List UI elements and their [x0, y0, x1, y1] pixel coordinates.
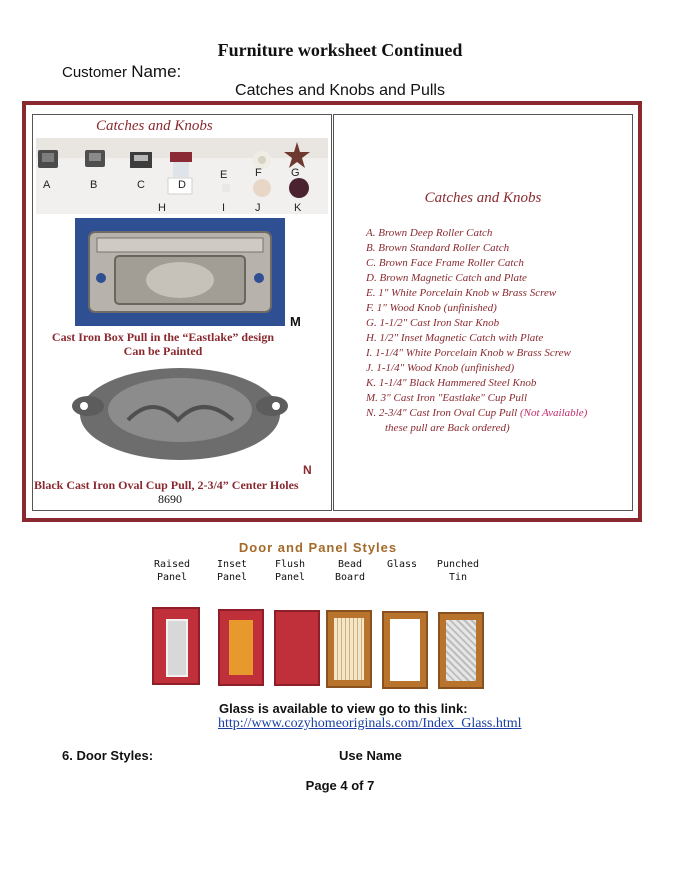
list-item-n-text: N. 2-3/4" Cast Iron Oval Cup Pull — [366, 407, 518, 419]
hardware-letter-c: C — [137, 179, 145, 191]
glass-note: Glass is available to view go to this link: — [219, 701, 468, 716]
list-item: D. Brown Magnetic Catch and Plate — [366, 272, 527, 284]
inset-panel-swatch — [218, 609, 264, 686]
door-label-line: Panel — [216, 572, 248, 583]
list-item: F. 1" Wood Knob (unfinished) — [366, 302, 497, 314]
hardware-letter-f: F — [255, 167, 262, 179]
list-item: A. Brown Deep Roller Catch — [366, 227, 493, 239]
list-item: K. 1-1/4" Black Hammered Steel Knob — [366, 377, 537, 389]
list-panel-heading: Catches and Knobs — [424, 190, 542, 206]
door-label-line: Bead — [337, 559, 363, 570]
list-item — [366, 406, 587, 421]
catches-knobs-list — [366, 226, 587, 436]
customer-name-label: Name: — [131, 62, 182, 81]
door-label-line: Glass — [386, 559, 418, 570]
page-title: Furniture worksheet Continued — [217, 40, 463, 60]
customer-name-field — [62, 62, 181, 82]
door-label-line: Inset — [216, 559, 248, 570]
hardware-letter-j: J — [255, 202, 261, 214]
eastlake-caption-line-2: Can be Painted — [123, 344, 203, 358]
list-item: I. 1-1/4" White Porcelain Knob w Brass Screw — [366, 347, 571, 359]
not-available-note: (Not Available) — [519, 407, 588, 419]
eastlake-caption-line-1: Cast Iron Box Pull in the “Eastlake” design — [51, 330, 275, 344]
inset-panel-center — [229, 620, 253, 675]
door-label-glass — [372, 558, 432, 571]
door-label-line: Panel — [156, 572, 188, 583]
backorder-note: these pull are Back ordered) — [385, 422, 510, 434]
hardware-letter-d: D — [178, 179, 186, 191]
flush-panel-swatch — [274, 610, 320, 686]
raised-panel-center — [166, 619, 188, 677]
glass-center — [390, 619, 420, 681]
oval-cup-pull-photo — [68, 364, 292, 464]
hardware-letter-b: B — [90, 179, 98, 191]
customer-prefix: Customer — [62, 64, 132, 81]
list-item: M. 3" Cast Iron "Eastlake" Cup Pull — [366, 392, 528, 404]
door-label-line: Panel — [274, 572, 306, 583]
oval-letter: N — [303, 463, 312, 477]
punched-tin-swatch — [438, 612, 484, 689]
list-item: E. 1" White Porcelain Knob w Brass Screw — [366, 287, 557, 299]
hardware-letter-h: H — [158, 202, 166, 214]
door-styles-heading: Door and Panel Styles — [238, 540, 398, 555]
hardware-photo-graphic — [36, 138, 328, 214]
bead-board-swatch — [326, 610, 372, 688]
door-label-flush — [260, 558, 320, 584]
hardware-letter-k: K — [294, 202, 302, 214]
section-title: Catches and Knobs and Pulls — [235, 82, 445, 99]
door-label-line: Tin — [448, 572, 468, 583]
hardware-letter-e: E — [220, 169, 228, 181]
list-item: B. Brown Standard Roller Catch — [366, 242, 510, 254]
list-item: J. 1-1/4" Wood Knob (unfinished) — [366, 362, 515, 374]
door-label-inset — [202, 558, 262, 584]
hardware-letter-g: G — [291, 167, 300, 179]
list-item: C. Brown Face Frame Roller Catch — [366, 257, 524, 269]
catches-knobs-photo — [36, 138, 328, 214]
door-label-tin — [428, 558, 488, 584]
door-label-bead — [320, 558, 380, 584]
hardware-letter-i: I — [222, 202, 226, 214]
door-label-line: Flush — [274, 559, 306, 570]
list-item: G. 1-1/2" Cast Iron Star Knob — [366, 317, 500, 329]
door-label-line: Raised — [153, 559, 191, 570]
oval-cup-pull-graphic — [68, 364, 292, 464]
door-styles-label: 6. Door Styles: — [62, 748, 154, 763]
eastlake-letter: M — [290, 314, 301, 329]
eastlake-pull-graphic — [75, 218, 285, 326]
bead-board-center — [334, 618, 364, 680]
eastlake-pull-photo — [75, 218, 285, 326]
use-name-label: Use Name — [339, 748, 402, 763]
hardware-letter-a: A — [43, 179, 51, 191]
raised-panel-swatch — [152, 607, 200, 685]
list-item: H. 1/2" Inset Magnetic Catch with Plate — [366, 332, 544, 344]
page-number: Page 4 of 7 — [305, 778, 375, 793]
photo-panel-heading: Catches and Knobs — [96, 118, 213, 134]
door-label-raised — [142, 558, 202, 584]
eastlake-caption — [38, 330, 288, 358]
door-label-line: Punched — [436, 559, 480, 570]
oval-sku: 8690 — [158, 492, 182, 506]
door-label-line: Board — [334, 572, 366, 583]
glass-swatch — [382, 611, 428, 689]
oval-caption: Black Cast Iron Oval Cup Pull, 2-3/4” Center Holes — [34, 478, 299, 492]
glass-link[interactable]: http://www.cozyhomeoriginals.com/Index_Glass.html — [218, 716, 522, 731]
punched-tin-center — [446, 620, 476, 681]
